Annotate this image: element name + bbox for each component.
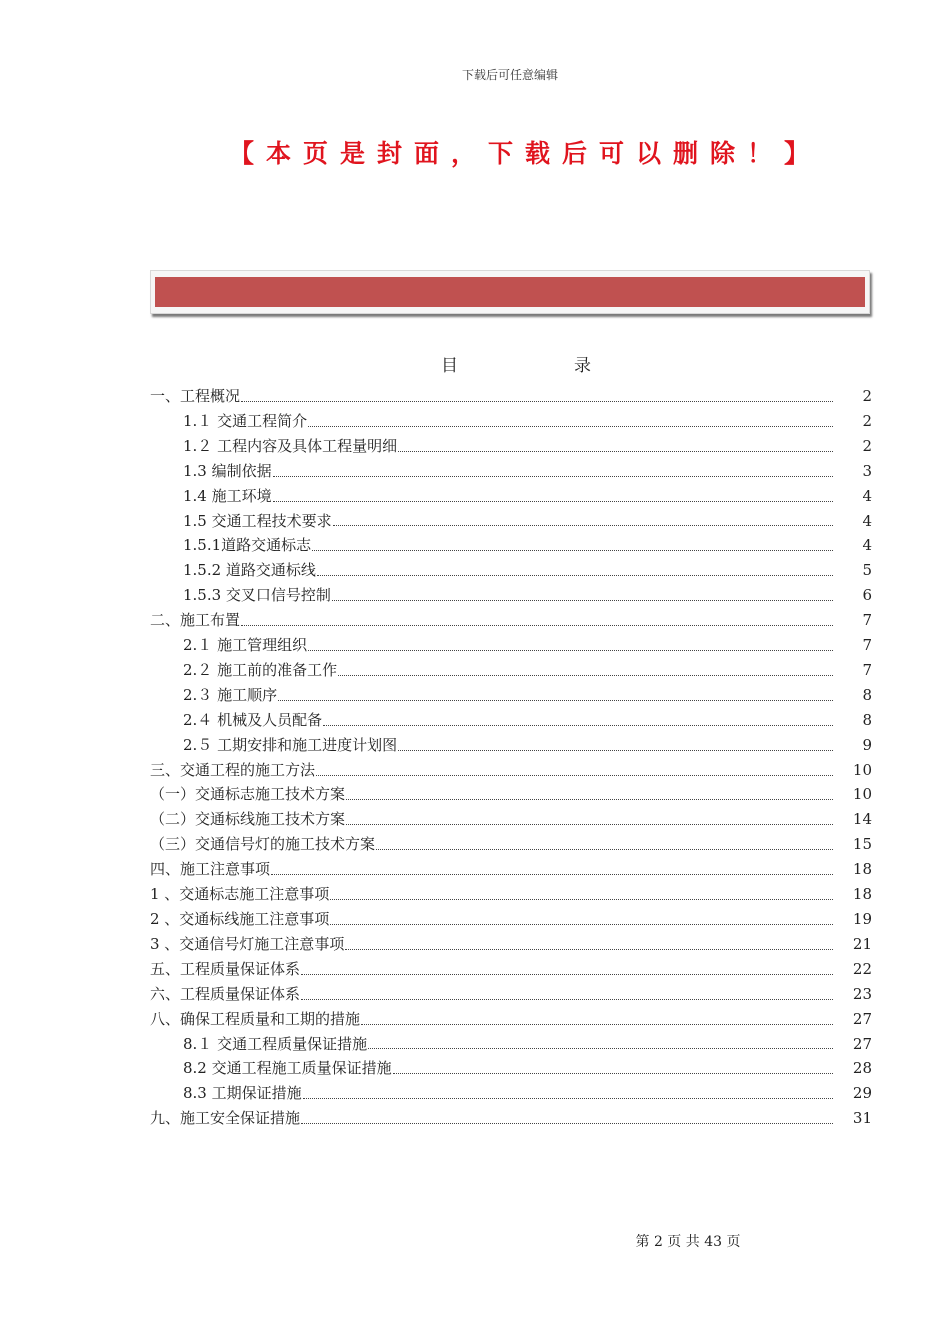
toc-entry[interactable]: [150, 509, 872, 534]
toc-entry[interactable]: [150, 932, 872, 957]
toc-entry[interactable]: [150, 957, 872, 982]
toc-dot-leader: [393, 1073, 833, 1074]
toc-dot-leader: [312, 550, 833, 551]
toc-entry-label: 8.3 工期保证措施: [183, 1084, 302, 1103]
toc-entry-page: 7: [862, 611, 872, 630]
toc-dot-leader: [333, 525, 833, 526]
toc-entry[interactable]: [150, 1106, 872, 1131]
toc-entry-page: 15: [852, 835, 872, 854]
toc-entry[interactable]: [150, 1081, 872, 1106]
toc-entry[interactable]: [150, 459, 872, 484]
toc-dot-leader: [273, 476, 833, 477]
toc-dot-leader: [241, 401, 833, 402]
toc-entry[interactable]: [150, 658, 872, 683]
toc-entry-page: 18: [852, 885, 872, 904]
toc-entry-label: 3 、交通信号灯施工注意事项: [150, 934, 345, 953]
toc-entry-page: 2: [862, 436, 872, 455]
toc-entry-page: 7: [862, 636, 872, 655]
toc-dot-leader: [308, 650, 833, 651]
toc-entry-label: 2.１ 施工管理组织: [183, 636, 308, 655]
cover-notice: 【本页是封面，下载后可以删除！】: [228, 139, 821, 168]
toc-entry-page: 22: [852, 959, 872, 978]
toc-dot-leader: [301, 999, 833, 1000]
toc-entry[interactable]: [150, 807, 872, 832]
toc-entry-label: （三）交通信号灯的施工技术方案: [150, 835, 376, 854]
toc-dot-leader: [317, 575, 833, 576]
toc-entry[interactable]: [150, 832, 872, 857]
toc-entry-label: （一）交通标志施工技术方案: [150, 785, 346, 804]
toc-entry-page: 7: [862, 660, 872, 679]
toc-entry-label: 1.4 施工环境: [183, 486, 272, 505]
toc-entry-page: 18: [852, 860, 872, 879]
toc-entry[interactable]: [150, 533, 872, 558]
decorative-banner: [150, 270, 870, 314]
toc-entry-label: （二）交通标线施工技术方案: [150, 810, 346, 829]
toc-entry-label: 2 、交通标线施工注意事项: [150, 910, 330, 929]
toc-entry-page: 10: [852, 760, 872, 779]
toc-entry-label: 九、施工安全保证措施: [150, 1109, 301, 1128]
toc-dot-leader: [303, 1098, 833, 1099]
toc-entry-label: 二、施工布置: [150, 611, 241, 630]
toc-entry-label: 1.5.3 交叉口信号控制: [183, 586, 331, 605]
toc-entry[interactable]: [150, 982, 872, 1007]
toc-entry-page: 8: [862, 685, 872, 704]
toc-dot-leader: [345, 949, 833, 950]
toc-entry-page: 4: [862, 536, 872, 555]
toc-dot-leader: [368, 1048, 833, 1049]
toc-entry[interactable]: [150, 857, 872, 882]
toc-dot-leader: [376, 849, 833, 850]
page-footer: 第 2 页 共 43 页: [635, 1234, 741, 1250]
toc-entry-label: 一、工程概况: [150, 386, 241, 405]
banner-fill: [155, 277, 865, 307]
toc-entry-label: 1 、交通标志施工注意事项: [150, 885, 330, 904]
toc-entry-label: 2.３ 施工顺序: [183, 685, 278, 704]
toc-entry[interactable]: [150, 882, 872, 907]
toc-entry-page: 29: [852, 1084, 872, 1103]
toc-entry-page: 9: [862, 735, 872, 754]
toc-entry-label: 2.２ 施工前的准备工作: [183, 660, 338, 679]
toc-title: [441, 351, 601, 376]
toc-entry[interactable]: [150, 783, 872, 808]
toc-dot-leader: [316, 775, 833, 776]
toc-entry[interactable]: [150, 1056, 872, 1081]
toc-entry[interactable]: [150, 683, 872, 708]
toc-entry-label: 1.２ 工程内容及具体工程量明细: [183, 436, 398, 455]
toc-entry[interactable]: [150, 384, 872, 409]
toc-dot-leader: [332, 600, 833, 601]
toc-entry-page: 2: [862, 386, 872, 405]
toc-dot-leader: [278, 700, 833, 701]
toc-dot-leader: [346, 824, 833, 825]
toc-dot-leader: [346, 799, 833, 800]
toc-entry[interactable]: [150, 733, 872, 758]
toc-entry[interactable]: [150, 1007, 872, 1032]
toc-entry[interactable]: [150, 633, 872, 658]
toc-entry[interactable]: [150, 484, 872, 509]
toc-entry-page: 8: [862, 710, 872, 729]
toc-entry-label: 1.3 编制依据: [183, 461, 272, 480]
toc-entry-label: 1.5.2 道路交通标线: [183, 561, 316, 580]
toc-entry-page: 4: [862, 511, 872, 530]
toc-entry[interactable]: [150, 608, 872, 633]
toc-entry-label: 2.５ 工期安排和施工进度计划图: [183, 735, 398, 754]
toc-dot-leader: [398, 750, 833, 751]
toc-entry-page: 14: [852, 810, 872, 829]
toc-dot-leader: [330, 899, 833, 900]
toc-entry-label: 1.5 交通工程技术要求: [183, 511, 332, 530]
toc-entry-label: 六、工程质量保证体系: [150, 984, 301, 1003]
toc-entry-label: 八、确保工程质量和工期的措施: [150, 1009, 361, 1028]
toc-dot-leader: [338, 675, 833, 676]
toc-entry-page: 27: [852, 1034, 872, 1053]
toc-dot-leader: [301, 1123, 833, 1124]
toc-dot-leader: [361, 1024, 833, 1025]
header-note: 下载后可任意编辑: [461, 68, 558, 82]
toc-entry[interactable]: [150, 558, 872, 583]
toc-dot-leader: [330, 924, 833, 925]
toc-entry-page: 5: [862, 561, 872, 580]
toc-entry-label: 2.４ 机械及人员配备: [183, 710, 323, 729]
toc-entry-label: 1.１ 交通工程简介: [183, 411, 308, 430]
toc-entry-page: 21: [852, 934, 872, 953]
toc-dot-leader: [271, 874, 833, 875]
toc-title-char-2: 录: [574, 356, 591, 376]
toc-entry-page: 6: [862, 586, 872, 605]
toc-entry-label: 四、施工注意事项: [150, 860, 271, 879]
toc-entry-label: 三、交通工程的施工方法: [150, 760, 316, 779]
toc-entry-label: 1.5.1道路交通标志: [183, 536, 312, 555]
toc-dot-leader: [301, 974, 833, 975]
toc-entry-page: 4: [862, 486, 872, 505]
toc-entry-page: 28: [852, 1059, 872, 1078]
toc-entry-page: 2: [862, 411, 872, 430]
toc-dot-leader: [241, 625, 833, 626]
toc-entry-page: 19: [852, 910, 872, 929]
toc-entry[interactable]: [150, 907, 872, 932]
toc-title-char-1: 目: [441, 356, 458, 376]
toc-entry-label: 五、工程质量保证体系: [150, 959, 301, 978]
toc-entry[interactable]: [150, 1032, 872, 1057]
toc-entry[interactable]: [150, 708, 872, 733]
toc-dot-leader: [273, 501, 833, 502]
toc-entry-label: 8.2 交通工程施工质量保证措施: [183, 1059, 392, 1078]
toc-dot-leader: [308, 426, 833, 427]
toc-dot-leader: [398, 451, 833, 452]
toc-entry-page: 3: [862, 461, 872, 480]
toc-entry-page: 31: [852, 1109, 872, 1128]
toc-entry[interactable]: [150, 434, 872, 459]
toc-entry-page: 10: [852, 785, 872, 804]
toc-entry-page: 23: [852, 984, 872, 1003]
toc-entry[interactable]: [150, 409, 872, 434]
toc-dot-leader: [323, 725, 833, 726]
toc-entry[interactable]: [150, 583, 872, 608]
toc-entry[interactable]: [150, 758, 872, 783]
toc-entry-page: 27: [852, 1009, 872, 1028]
toc-entry-label: 8.１ 交通工程质量保证措施: [183, 1034, 368, 1053]
table-of-contents: [150, 384, 872, 1131]
